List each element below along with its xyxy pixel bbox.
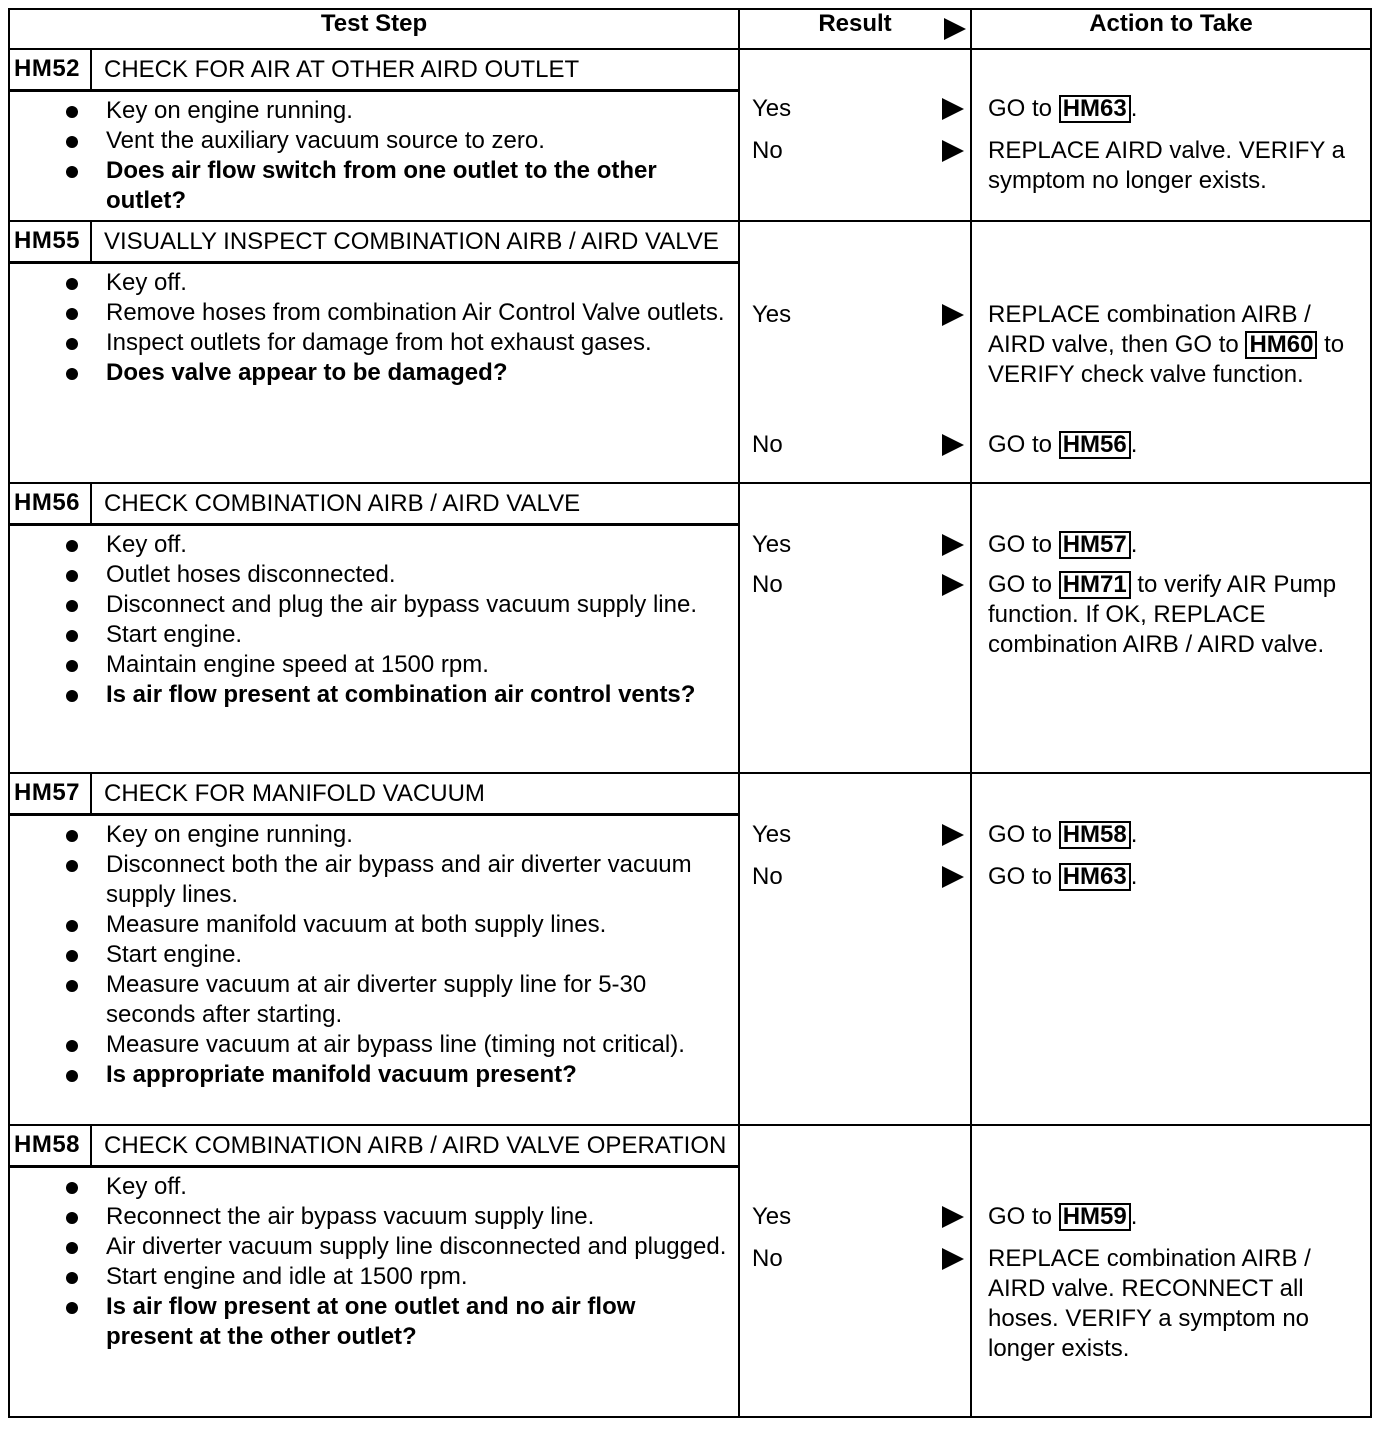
result-yes [752, 530, 966, 560]
result-label: Yes [752, 531, 792, 558]
step-instruction: Inspect outlets for damage from hot exhaust gases. [106, 328, 728, 358]
result-no [752, 570, 966, 600]
step-reference[interactable]: HM58 [1059, 821, 1131, 849]
step-instruction: Measure vacuum at air diverter supply line for 5-30 seconds after starting. [106, 970, 728, 1030]
step-title: VISUALLY INSPECT COMBINATION AIRB / AIRD VALVE [104, 228, 719, 255]
step-header [10, 50, 738, 92]
step-question: Is air flow present at one outlet and no air flow present at the other outlet? [106, 1292, 728, 1352]
result-cell [739, 221, 971, 483]
header-test-step [9, 9, 739, 49]
result-cell [739, 483, 971, 773]
result-label: Yes [752, 301, 792, 328]
result-label: No [752, 137, 783, 164]
test-step-cell [9, 483, 739, 773]
step-header [10, 1126, 738, 1168]
action-cell [971, 773, 1371, 1125]
action-text-part: GO to [988, 95, 1059, 122]
action-text [988, 300, 1364, 390]
arrow-right-icon [942, 434, 964, 464]
step-id: HM57 [10, 774, 92, 813]
action-text-part: GO to [988, 863, 1059, 890]
result-no [752, 136, 966, 166]
arrow-right-icon [944, 18, 966, 47]
action-text [988, 1244, 1364, 1364]
step-bullet-list [10, 96, 728, 216]
action-text-part: to VERIFY check valve function. [988, 331, 1345, 388]
step-question: Does valve appear to be damaged? [106, 358, 728, 388]
result-cell [739, 1125, 971, 1417]
step-reference[interactable]: HM71 [1059, 571, 1131, 599]
step-bullet-list [10, 820, 728, 1090]
action-text [988, 94, 1364, 124]
table-row [9, 1125, 1371, 1417]
document-page [8, 8, 1370, 1418]
action-text [988, 820, 1364, 850]
test-step-cell [9, 221, 739, 483]
step-title: CHECK FOR AIR AT OTHER AIRD OUTLET [104, 56, 580, 83]
step-reference[interactable]: HM60 [1245, 331, 1317, 359]
action-text [988, 862, 1364, 892]
step-reference[interactable]: HM56 [1059, 431, 1131, 459]
step-instruction: Disconnect both the air bypass and air diverter vacuum supply lines. [106, 850, 728, 910]
header-action [971, 9, 1371, 49]
step-header [10, 222, 738, 264]
step-instruction: Maintain engine speed at 1500 rpm. [106, 650, 728, 680]
result-no [752, 862, 966, 892]
result-label: No [752, 571, 783, 598]
action-text-part: GO to [988, 571, 1059, 598]
action-text-part: . [1130, 531, 1138, 558]
step-instruction: Start engine. [106, 940, 728, 970]
step-instruction: Key on engine running. [106, 820, 728, 850]
step-instruction: Remove hoses from combination Air Control Valve outlets. [106, 298, 728, 328]
result-label: Yes [752, 95, 792, 122]
test-step-cell [9, 49, 739, 221]
header-action-label: Action to Take [1089, 10, 1253, 37]
action-text [988, 570, 1364, 660]
action-text-part: GO to [988, 1203, 1059, 1230]
arrow-right-icon [942, 304, 964, 334]
action-text-part: REPLACE combination AIRB / AIRD valve. RECONNECT all hoses. VERIFY a symptom no longer exists. [988, 1245, 1311, 1362]
result-no [752, 430, 966, 460]
action-cell [971, 1125, 1371, 1417]
step-instruction: Start engine and idle at 1500 rpm. [106, 1262, 728, 1292]
step-id: HM58 [10, 1126, 92, 1165]
action-text-part: GO to [988, 431, 1059, 458]
action-text-part: GO to [988, 531, 1059, 558]
step-bullet-list [10, 268, 728, 388]
step-id: HM55 [10, 222, 92, 261]
step-instruction: Key off. [106, 530, 728, 560]
table-row [9, 773, 1371, 1125]
arrow-right-icon [942, 1248, 964, 1278]
step-instruction: Disconnect and plug the air bypass vacuum supply line. [106, 590, 728, 620]
step-reference[interactable]: HM63 [1059, 863, 1131, 891]
test-step-cell [9, 1125, 739, 1417]
step-reference[interactable]: HM59 [1059, 1203, 1131, 1231]
table-row [9, 483, 1371, 773]
arrow-right-icon [942, 140, 964, 170]
header-result [739, 9, 971, 49]
step-reference[interactable]: HM63 [1059, 95, 1131, 123]
step-instruction: Start engine. [106, 620, 728, 650]
action-text-part: . [1130, 863, 1138, 890]
arrow-right-icon [942, 866, 964, 896]
step-header [10, 774, 738, 816]
result-no [752, 1244, 966, 1274]
step-reference[interactable]: HM57 [1059, 531, 1131, 559]
step-title: CHECK COMBINATION AIRB / AIRD VALVE [104, 490, 581, 517]
table-row [9, 49, 1371, 221]
action-text-part: . [1130, 821, 1138, 848]
arrow-right-icon [942, 534, 964, 564]
result-label: Yes [752, 1203, 792, 1230]
step-title: CHECK FOR MANIFOLD VACUUM [104, 780, 485, 807]
step-id: HM52 [10, 50, 92, 89]
result-yes [752, 1202, 966, 1232]
action-text-part: REPLACE AIRD valve. VERIFY a symptom no longer exists. [988, 137, 1346, 194]
action-text [988, 136, 1364, 196]
step-header [10, 484, 738, 526]
diagnostic-table [8, 8, 1372, 1418]
action-cell [971, 49, 1371, 221]
action-text [988, 1202, 1364, 1232]
step-bullet-list [10, 1172, 728, 1352]
step-question: Is appropriate manifold vacuum present? [106, 1060, 728, 1090]
step-instruction: Air diverter vacuum supply line disconnected and plugged. [106, 1233, 727, 1260]
result-yes [752, 94, 966, 124]
arrow-right-icon [942, 574, 964, 604]
step-instruction: Measure manifold vacuum at both supply lines. [106, 910, 728, 940]
result-label: No [752, 863, 783, 890]
action-cell [971, 483, 1371, 773]
result-yes [752, 820, 966, 850]
arrow-right-icon [942, 98, 964, 128]
result-label: No [752, 1245, 783, 1272]
step-id: HM56 [10, 484, 92, 523]
step-instruction: Reconnect the air bypass vacuum supply line. [106, 1202, 728, 1232]
result-label: No [752, 431, 783, 458]
step-question: Is air flow present at combination air control vents? [106, 680, 728, 710]
header-test-step-label: Test Step [320, 10, 428, 37]
step-instruction: Measure vacuum at air bypass line (timing not critical). [106, 1030, 728, 1060]
step-title: CHECK COMBINATION AIRB / AIRD VALVE OPERATION [104, 1132, 727, 1159]
step-instruction: Vent the auxiliary vacuum source to zero. [106, 126, 728, 156]
action-text-part: to verify AIR Pump function. If OK, REPLACE combination AIRB / AIRD valve. [988, 571, 1337, 658]
result-yes [752, 300, 966, 330]
step-question: Does air flow switch from one outlet to the other outlet? [106, 156, 728, 216]
step-bullet-list [10, 530, 728, 710]
step-instruction: Key on engine running. [106, 96, 728, 126]
arrow-right-icon [942, 1206, 964, 1236]
table-row [9, 221, 1371, 483]
action-text-part: . [1130, 431, 1138, 458]
action-text [988, 530, 1364, 560]
result-cell [739, 49, 971, 221]
arrow-right-icon [942, 824, 964, 854]
table-header-row [9, 9, 1371, 49]
action-text-part: . [1130, 1203, 1138, 1230]
step-instruction: Key off. [106, 268, 728, 298]
result-cell [739, 773, 971, 1125]
step-instruction: Outlet hoses disconnected. [106, 560, 728, 590]
action-text-part: GO to [988, 821, 1059, 848]
header-result-label: Result [818, 10, 892, 37]
result-label: Yes [752, 821, 792, 848]
test-step-cell [9, 773, 739, 1125]
action-text-part: . [1130, 95, 1138, 122]
action-text-part: REPLACE combination AIRB / AIRD valve, then GO to [988, 301, 1311, 358]
step-instruction: Key off. [106, 1172, 728, 1202]
action-text [988, 430, 1364, 460]
action-cell [971, 221, 1371, 483]
